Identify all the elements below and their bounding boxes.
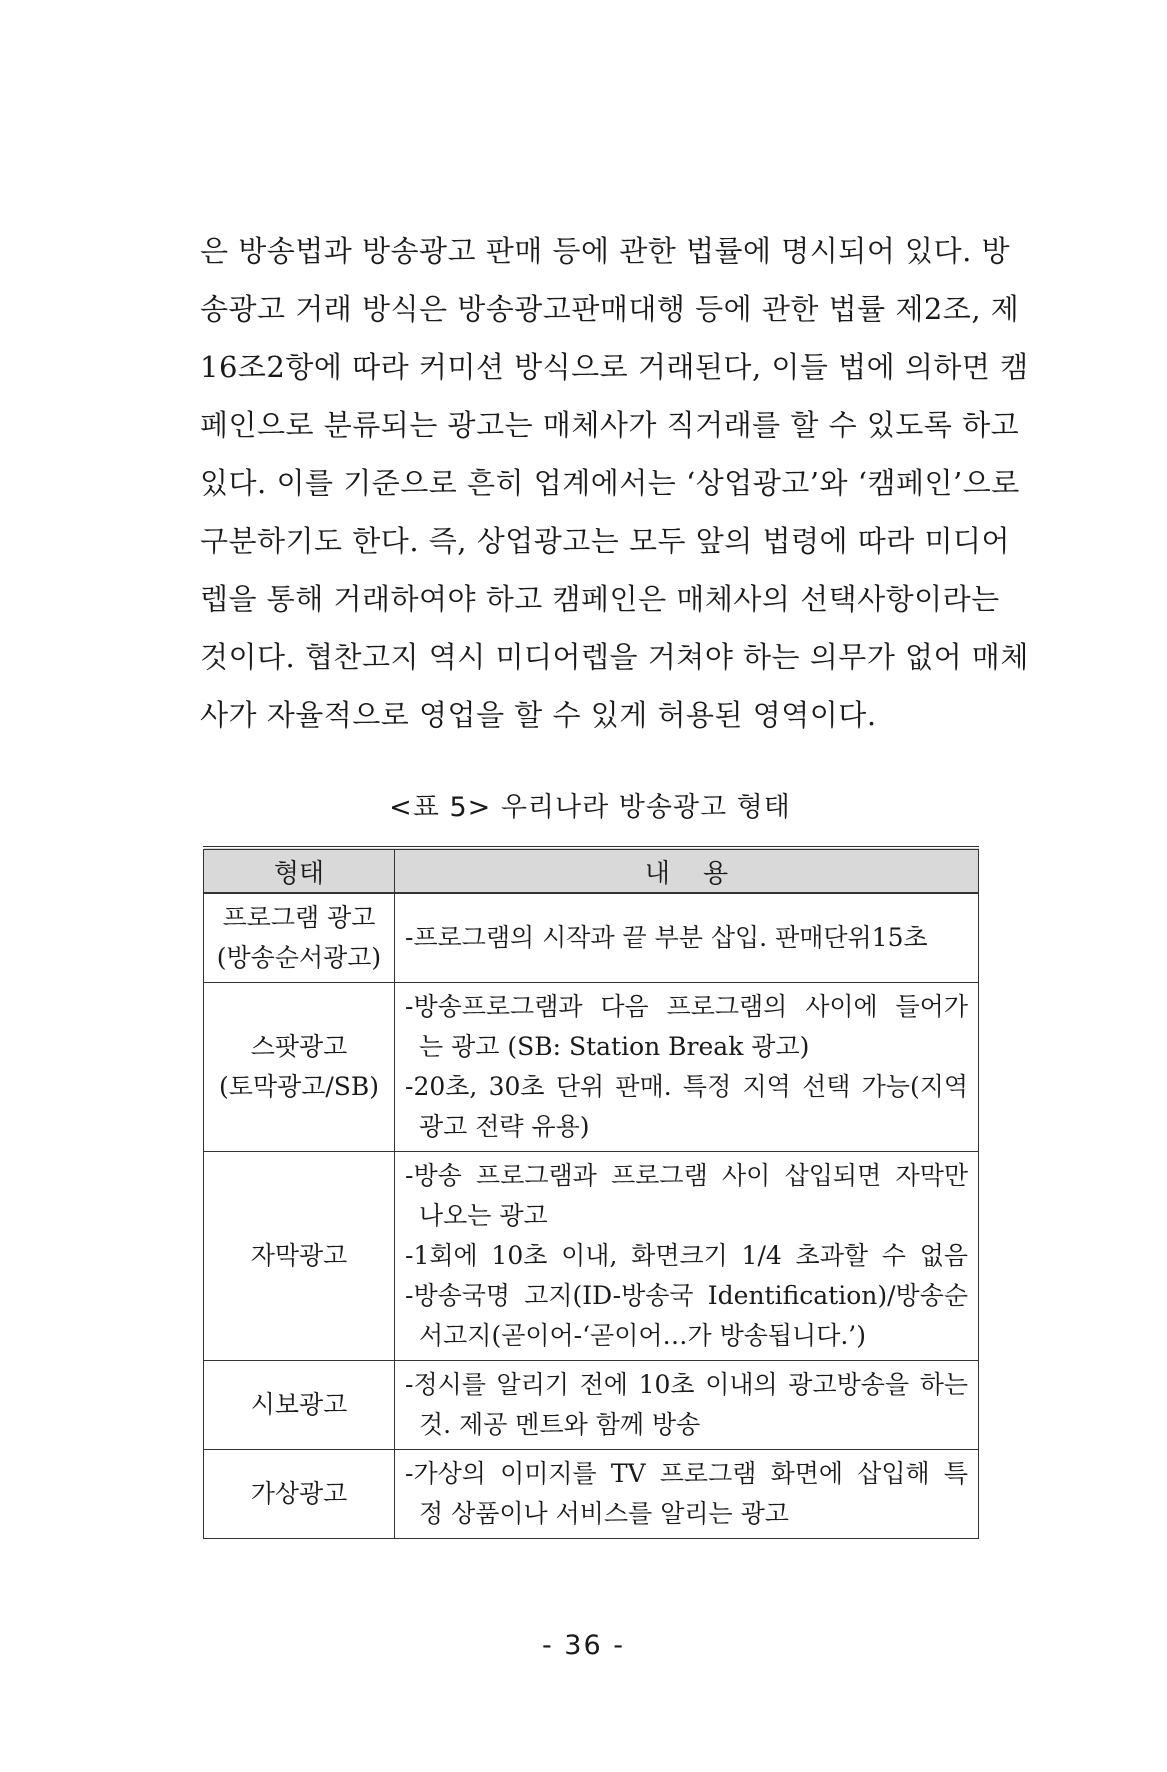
content-line: -가상의 이미지를 TV 프로그램 화면에 삽입해 특 [405,1459,968,1488]
content-line: -프로그램의 시작과 끝 부분 삽입. 판매단위15초 [405,923,928,952]
body-line: 있다. 이를 기준으로 흔히 업계에서는 ‘상업광고’와 ‘캠페인’으로 [200,466,1020,500]
header-content: 내 용 [395,848,979,893]
content-line: 것. 제공 멘트와 함께 방송 [419,1410,701,1439]
table-header-row [204,848,979,893]
content-cell [395,1450,979,1539]
type-cell [204,1361,395,1450]
table-row [204,1361,979,1450]
content-line: -방송 프로그램과 프로그램 사이 삽입되면 자막만 [405,1161,968,1190]
content-line: -방송프로그램과 다음 프로그램의 사이에 들어가 [405,992,968,1021]
type-cell [204,983,395,1152]
content-cell [395,1152,979,1361]
content-cell [395,1361,979,1450]
content-line: 나오는 광고 [419,1201,548,1230]
content-line: 는 광고 (SB: Station Break 광고) [419,1032,810,1061]
type-line: 프로그램 광고 [222,903,376,932]
table-row [204,1152,979,1361]
body-line: 16조2항에 따라 커미션 방식으로 거래된다, 이들 법에 의하면 캠 [200,350,1029,384]
body-line: 페인으로 분류되는 광고는 매체사가 직거래를 할 수 있도록 하고 [200,408,1020,442]
content-line: 서고지(곧이어-‘곧이어…가 방송됩니다.’) [419,1321,866,1350]
type-line: 자막광고 [250,1241,348,1270]
page-number: - 36 - [541,1630,625,1661]
content-line: -1회에 10초 이내, 화면크기 1/4 초과할 수 없음 [405,1241,968,1270]
type-line: 시보광고 [250,1390,348,1419]
body-line: 은 방송법과 방송광고 판매 등에 관한 법률에 명시되어 있다. 방 [200,234,1011,268]
type-cell [204,893,395,983]
content-line: 정 상품이나 서비스를 알리는 광고 [419,1499,789,1528]
type-line: (방송순서광고) [216,943,382,972]
ad-types-table [203,846,979,1539]
type-line: 스팟광고 [250,1032,348,1061]
content-line: -방송국명 고지(ID-방송국 Identification)/방송순 [405,1281,968,1310]
type-line: (토막광고/SB) [218,1072,380,1101]
type-cell [204,1450,395,1539]
body-line: 렙을 통해 거래하여야 하고 캠페인은 매체사의 선택사항이라는 [200,582,1000,616]
header-type: 형태 [204,848,395,893]
body-line: 구분하기도 한다. 즉, 상업광고는 모두 앞의 법령에 따라 미디어 [200,524,1011,558]
table-row [204,1450,979,1539]
table-row [204,893,979,983]
type-line: 가상광고 [250,1479,348,1508]
body-line: 사가 자율적으로 영업을 할 수 있게 허용된 영역이다. [200,698,877,732]
table-caption: <표 5> 우리나라 방송광고 형태 [389,792,791,823]
content-cell [395,893,979,983]
content-line: -20초, 30초 단위 판매. 특정 지역 선택 가능(지역 [405,1072,968,1101]
content-line: -정시를 알리기 전에 10초 이내의 광고방송을 하는 [405,1370,968,1399]
type-cell [204,1152,395,1361]
content-line: 광고 전략 유용) [419,1112,590,1141]
body-line: 송광고 거래 방식은 방송광고판매대행 등에 관한 법률 제2조, 제 [200,292,1020,326]
table-row [204,983,979,1152]
body-line: 것이다. 협찬고지 역시 미디어렙을 거쳐야 하는 의무가 없어 매체 [200,640,1029,674]
body-paragraph [200,222,1029,744]
content-cell [395,983,979,1152]
